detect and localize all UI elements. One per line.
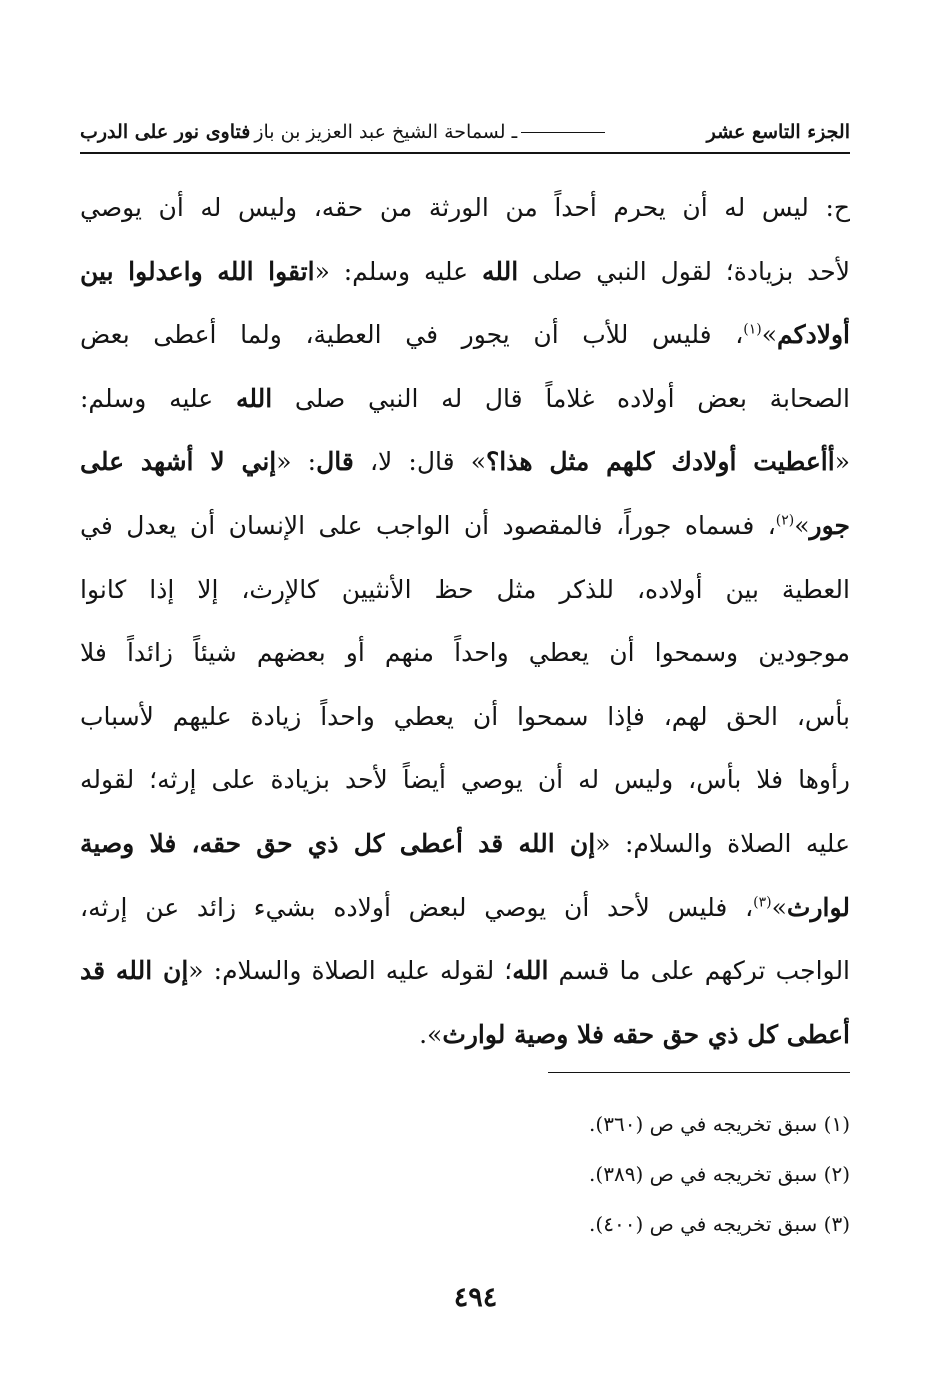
- text-run: ، فليس لأحد أن يوصي لبعض أولاده بشيء زائد عن إرثه،: [80, 892, 754, 922]
- text-line: [80, 244, 850, 308]
- footnote-3: (٣) سبق تخريجه في ص (٤٠٠).: [589, 1212, 850, 1236]
- bold-text: جور: [809, 510, 850, 540]
- text-line: [80, 1007, 850, 1071]
- page-number: ٤٩٤: [453, 1282, 498, 1313]
- bold-text: الله: [512, 956, 549, 986]
- body-text: [80, 180, 850, 1070]
- text-line: [80, 180, 850, 244]
- bold-text: أولادكم: [777, 320, 850, 350]
- bold-text: إني لا أشهد على: [80, 447, 277, 477]
- header-title-group: [80, 121, 605, 143]
- bold-text: الله: [235, 383, 273, 413]
- bold-text: أأعطيت أولادك كلهم مثل هذا؟: [486, 447, 835, 477]
- volume-label: الجزء التاسع عشر: [706, 121, 850, 143]
- text-run: ، فسماه جوراً، فالمقصود أن الواجب على الإنسان أن يعدل في: [80, 510, 776, 540]
- book-title: فتاوى نور على الدرب: [80, 121, 251, 143]
- text-line: [80, 880, 850, 944]
- footnote-ref: (٢): [775, 512, 795, 529]
- text-line: [80, 562, 850, 626]
- text-run: رأوها فلا بأس، وليس له أن يوصي أيضاً لأحد بزيادة على إرثه؛ لقوله: [80, 765, 850, 795]
- text-run: »: [771, 892, 787, 922]
- footnote-rule: [548, 1072, 850, 1073]
- footnote-2: (٢) سبق تخريجه في ص (٣٨٩).: [589, 1162, 850, 1186]
- text-run: »: [794, 510, 810, 540]
- footnotes: [400, 1104, 850, 1254]
- bold-text: الله: [481, 256, 519, 286]
- text-run: العطية بين أولاده، للذكر مثل حظ الأنثيين كالإرث، إلا إذا كانوا: [80, 574, 850, 604]
- footnote-ref: (٣): [753, 894, 772, 911]
- text-run: بأس، الحق لهم، فإذا سمحوا أن يعطي واحداً زيادة عليهم لأسباب: [80, 701, 850, 731]
- footnote-ref: (١): [743, 321, 762, 338]
- bold-text: قال: [316, 447, 354, 477]
- text-line: [80, 498, 850, 562]
- text-run: «: [834, 447, 850, 477]
- text-run: الواجب تركهم على ما قسم: [548, 956, 850, 986]
- text-run: : «: [276, 447, 317, 477]
- text-line: [80, 943, 850, 1007]
- text-run: ؛ لقوله عليه الصلاة والسلام: «: [188, 956, 513, 986]
- text-line: [80, 625, 850, 689]
- header-rule: [80, 152, 850, 154]
- text-line: [80, 816, 850, 880]
- text-run: ، فليس للأب أن يجور في العطية، ولما أعطى بعض: [80, 320, 744, 350]
- text-line: [80, 752, 850, 816]
- bold-text: إن الله قد: [80, 956, 189, 986]
- text-run: لأحد بزيادة؛ لقول النبي صلى: [518, 256, 850, 286]
- text-run: » قال: لا،: [353, 447, 486, 477]
- bold-text: أعطى كل ذي حق حقه فلا وصية لوارث: [442, 1019, 850, 1049]
- text-run: عليه وسلم: «: [314, 256, 482, 286]
- text-line: [80, 371, 850, 435]
- text-line: [80, 307, 850, 371]
- bold-text: إن الله قد أعطى كل ذي حق حقه، فلا وصية: [80, 828, 596, 858]
- bold-text: اتقوا الله واعدلوا بين: [80, 256, 315, 286]
- footnote-1: (١) سبق تخريجه في ص (٣٦٠).: [589, 1112, 850, 1136]
- bold-text: لوارث: [786, 892, 850, 922]
- book-author: ـ لسماحة الشيخ عبد العزيز بن باز: [254, 121, 518, 143]
- text-run: عليه وسلم:: [80, 383, 236, 413]
- header-dash: [521, 132, 605, 133]
- text-line: [80, 689, 850, 753]
- text-run: ».: [419, 1019, 443, 1049]
- text-run: »: [761, 320, 778, 350]
- text-run: موجودين وسمحوا أن يعطي واحداً منهم أو بعضهم شيئاً زائداً فلا: [80, 638, 850, 668]
- text-run: ح: ليس له أن يحرم أحداً من الورثة من حقه، وليس له أن يوصي: [80, 193, 850, 222]
- text-run: عليه الصلاة والسلام: «: [595, 828, 850, 858]
- text-line: [80, 434, 850, 498]
- text-run: الصحابة بعض أولاده غلاماً قال له النبي صلى: [272, 383, 850, 413]
- running-header: [80, 114, 850, 150]
